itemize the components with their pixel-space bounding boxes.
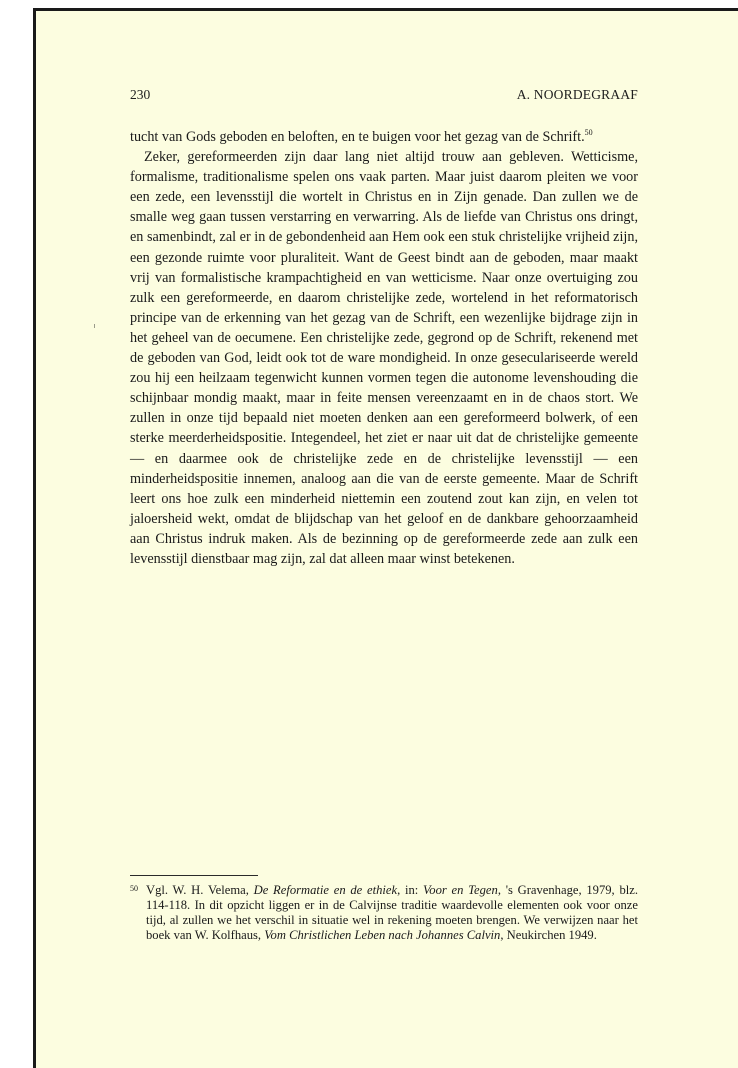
page-header bbox=[130, 87, 638, 109]
paragraph: Zeker, gereformeerden zijn daar lang niet altijd trouw aan gebleven. Wetticisme, formalisme, traditionalisme spelen ons vaak parten. Maar juist daarom pleiten we voor een zede, een levensstijl die wortelt in Christus en in Zijn genade. Dan zullen we de smalle weg gaan tussen verstarring en verwarring. Als de liefde van Christus ons dringt, en samenbindt, zal er in de gebondenheid aan Hem ook een stuk christelijke vrijheid zijn, een gezonde ruimte voor pluraliteit. Want de Geest bindt aan de geboden, maar maakt vrij van formalistische krampachtigheid en van wetticisme. Naar onze overtuiging zou zulk een gereformeerde, en daarom christelijke zede, wortelend in het reformatorisch principe van de erkenning van het gezag van de Schrift, een wezenlijke bijdrage zijn in het geheel van de oecumene. Een christelijke zede, gegrond op de Schrift, rekenend met de geboden van God, leidt ook tot de ware mondigheid. In onze geseculariseerde wereld zou hij een heilzaam tegenwicht kunnen vormen tegen die autonome levenshouding die schijnbaar mondig maakt, maar in feite mensen vereenzaamt en in de chaos stort. We zullen in onze tijd bepaald niet moeten denken aan een gereformeerd bolwerk, of een sterke meerderheidspositie. Integendeel, het ziet er naar uit dat de christelijke gemeente — en daarmee ook de christelijke zede en de christelijke levensstijl — een minderheidspositie innemen, analoog aan die van de eerste gemeente. Maar de Schrift leert ons hoe zulk een minderheid niettemin een zoutend zout kan zijn, en velen tot jaloersheid wekt, omdat de blijdschap van het geloof en de dankbare gehoorzaamheid aan Christus indruk maken. Als de bezinning op de gereformeerde zede aan zulk een levensstijl dienstbaar mag zijn, zal dat alleen maar winst betekenen. bbox=[130, 149, 638, 567]
footnote-title: Vom Christlichen Leben nach Johannes Calvin bbox=[264, 928, 501, 942]
body-text bbox=[130, 127, 638, 569]
footnote-segment: Vgl. W. H. Velema, bbox=[146, 883, 254, 897]
paragraph-text: tucht van Gods geboden en beloften, en te buigen voor het gezag van de Schrift. bbox=[130, 129, 585, 145]
footnote-reference: 50 bbox=[584, 128, 593, 137]
margin-speck bbox=[94, 324, 95, 328]
footnote-number: 50 bbox=[130, 884, 138, 893]
footnote bbox=[130, 883, 638, 943]
running-head: A. NOORDEGRAAF bbox=[516, 87, 638, 102]
footnote-segment: , Neukirchen 1949. bbox=[500, 928, 597, 942]
footnote-text bbox=[146, 883, 638, 943]
footnote-segment: , 's Gravenhage, 1979, blz. 114-118. In dit opzicht liggen er in de Calvijnse traditie waardevolle elementen ook voor onze tijd, al zullen we het verschil in situatie wel in rekening moeten brengen. We verwijzen naar het boek van W. Kolfhaus, bbox=[146, 883, 638, 942]
footnote-title: Voor en Tegen bbox=[423, 883, 498, 897]
paragraph-continued bbox=[130, 127, 638, 147]
page-number: 230 bbox=[130, 87, 151, 102]
footnote-title: De Reformatie en de ethiek bbox=[253, 883, 398, 897]
footnote-divider bbox=[130, 875, 258, 876]
footnote-segment: , in: bbox=[397, 883, 424, 897]
